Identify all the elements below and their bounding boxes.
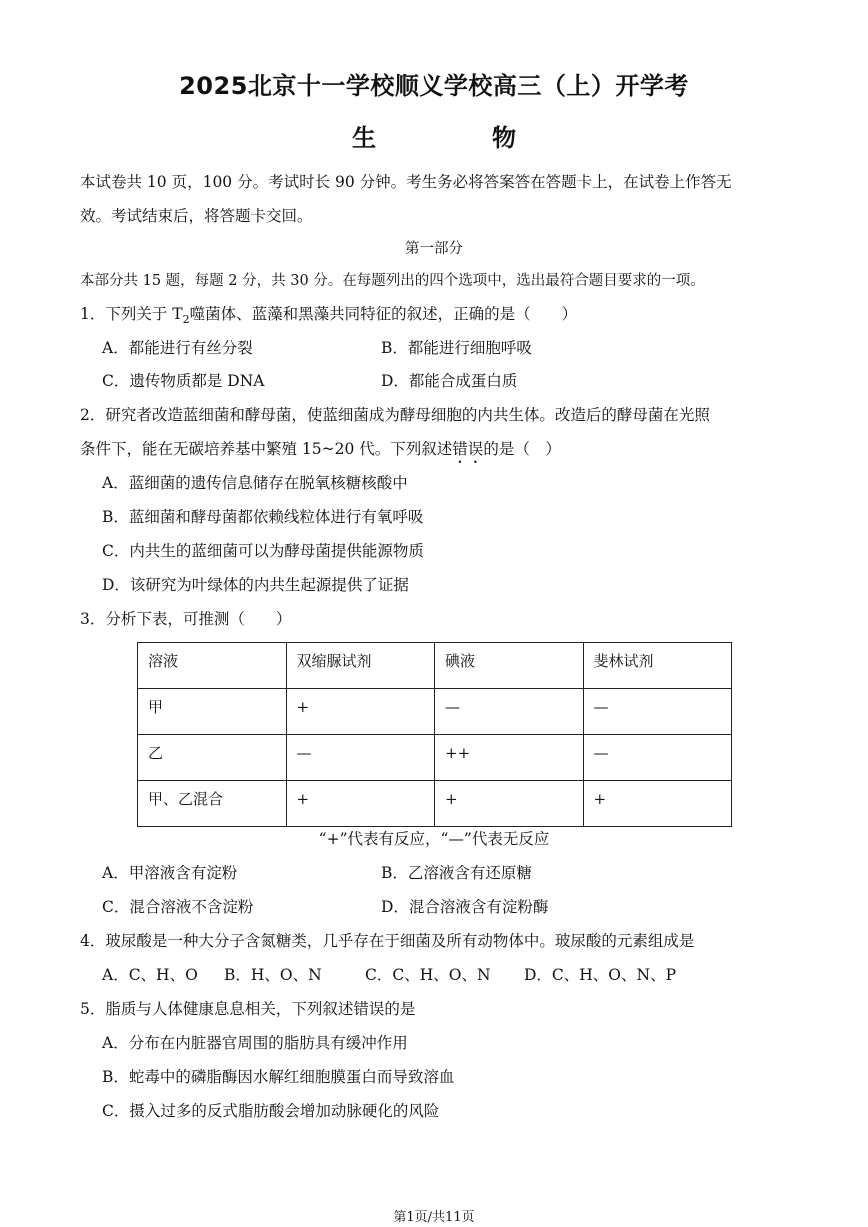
q1-option-b: B．都能进行细胞呼吸 — [381, 339, 532, 357]
q2-stem-line-2 — [80, 439, 561, 467]
q3-table-note: “+”代表有反应，“—”代表无反应 — [318, 830, 550, 848]
table-cell: + — [435, 781, 584, 827]
table-cell: — — [583, 735, 732, 781]
table-cell: + — [583, 781, 732, 827]
q4-option-a: A．C、H、O — [102, 966, 198, 984]
q2-option-c: C．内共生的蓝细菌可以为酵母菌提供能源物质 — [102, 542, 424, 560]
q2-option-a: A．蓝细菌的遗传信息储存在脱氧核糖核酸中 — [102, 474, 408, 492]
intro-line-2: 效。考试结束后，将答题卡交回。 — [80, 207, 313, 225]
table-cell: 甲、乙混合 — [138, 781, 287, 827]
table-header-cell: 溶液 — [138, 643, 287, 689]
table-row — [138, 781, 732, 827]
q5-option-c: C．摄入过多的反式脂肪酸会增加动脉硬化的风险 — [102, 1102, 440, 1120]
q1-stem-sub: 2 — [182, 313, 190, 327]
q5-option-b: B．蛇毒中的磷脂酶因水解红细胞膜蛋白而导致溶血 — [102, 1068, 455, 1086]
exam-title: 2025北京十一学校顺义学校高三（上）开学考 — [179, 72, 689, 100]
part-instruction: 本部分共 15 题，每题 2 分，共 30 分。在每题列出的四个选项中，选出最符合题目要求的一项。 — [80, 273, 705, 289]
q2-stem-line-1: 2．研究者改造蓝细菌和酵母菌，使蓝细菌成为酵母细胞的内共生体。改造后的酵母菌在光照 — [80, 406, 710, 424]
table-cell: 甲 — [138, 689, 287, 735]
table-header-cell: 双缩脲试剂 — [286, 643, 435, 689]
table-cell: ++ — [435, 735, 584, 781]
q1-option-d: D．都能合成蛋白质 — [381, 372, 518, 390]
q1-stem-pre: 1．下列关于 T — [80, 305, 183, 323]
table-cell: — — [435, 689, 584, 735]
q1-option-c: C．遗传物质都是 DNA — [102, 372, 265, 390]
q3-table — [137, 642, 732, 827]
q4-option-c: C．C、H、O、N — [365, 966, 491, 984]
q1-stem — [80, 304, 577, 330]
table-header-row — [138, 643, 732, 689]
q2-stem-emphasis: 错误 — [452, 440, 484, 458]
table-cell: 乙 — [138, 735, 287, 781]
q3-option-c: C．混合溶液不含淀粉 — [102, 898, 254, 916]
table-row — [138, 735, 732, 781]
q3-option-a: A．甲溶液含有淀粉 — [102, 864, 238, 882]
q2-option-b: B．蓝细菌和酵母菌都依赖线粒体进行有氧呼吸 — [102, 508, 424, 526]
q5-option-a: A．分布在内脏器官周围的脂肪具有缓冲作用 — [102, 1034, 408, 1052]
q3-option-d: D．混合溶液含有淀粉酶 — [381, 898, 549, 916]
table-cell: — — [583, 689, 732, 735]
q4-option-b: B．H、O、N — [224, 966, 322, 984]
q2-option-d: D．该研究为叶绿体的内共生起源提供了证据 — [102, 576, 409, 594]
q3-option-b: B．乙溶液含有还原糖 — [381, 864, 532, 882]
part-title: 第一部分 — [405, 241, 463, 257]
q2-stem-post: 的是（ ） — [483, 440, 561, 458]
q5-stem: 5．脂质与人体健康息息相关，下列叙述错误的是 — [80, 1000, 416, 1018]
q1-stem-post: 噬菌体、蓝藻和黑藻共同特征的叙述，正确的是（ ） — [189, 305, 578, 323]
page-number: 第1页/共11页 — [393, 1210, 475, 1225]
q3-stem: 3．分析下表，可推测（ ） — [80, 610, 292, 628]
table-cell: — — [286, 735, 435, 781]
q4-stem: 4．玻尿酸是一种大分子含氮糖类，几乎存在于细菌及所有动物体中。玻尿酸的元素组成是 — [80, 932, 695, 950]
table-row — [138, 689, 732, 735]
table-header-cell: 斐林试剂 — [583, 643, 732, 689]
table-cell: + — [286, 689, 435, 735]
subject-title: 生 物 — [352, 124, 562, 152]
table-header-cell: 碘液 — [435, 643, 584, 689]
q2-stem-pre: 条件下，能在无碳培养基中繁殖 15~20 代。下列叙述 — [80, 440, 453, 458]
q1-option-a: A．都能进行有丝分裂 — [102, 339, 253, 357]
table-cell: + — [286, 781, 435, 827]
q4-option-d: D．C、H、O、N、P — [524, 966, 677, 984]
intro-line-1: 本试卷共 10 页，100 分。考试时长 90 分钟。考生务必将答案答在答题卡上，在试卷上作答无 — [80, 173, 732, 191]
